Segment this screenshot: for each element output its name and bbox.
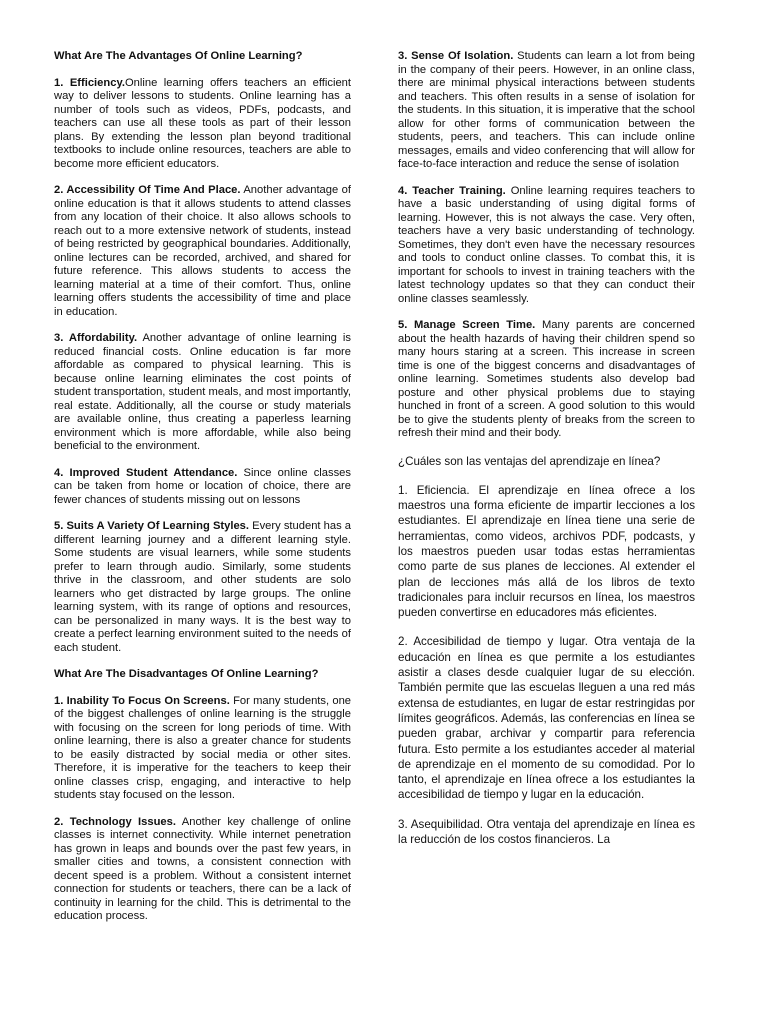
spanish-paragraph: 2. Accesibilidad de tiempo y lugar. Otra ventaja de la educación en línea es que permite a los estudiantes asistir a clases desde cualquier lugar de su elección. También permite que las escuelas lleguen a una red más extensa de estudiantes, en lugar de estar restringidas por límites geográficos. Además, las conferencias en línea se pueden grabar, archivar y compartir para referencia futura. Esto permite a los estudiantes acceder al material de aprendizaje en el momento de su comodidad. Por lo tanto, el aprendizaje en línea ofrece a los estudiantes la accesibilidad de tiempo y lugar en la educación. xyxy=(398,635,695,802)
disadvantage-text: For many students, one of the biggest challenges of online learning is the struggle with focusing on the screen for long periods of time. With online learning, there is also a greater chance for students to be easily distracted by social media or other sites. Therefore, it is imperative for the teachers to keep their online classes crisp, engaging, and interactive to help students stay focused on the lesson. xyxy=(54,694,351,801)
left-column xyxy=(54,50,351,1010)
disadvantage-title: 3. Sense Of Isolation. xyxy=(398,50,514,62)
advantage-title: 3. Affordability. xyxy=(54,332,138,344)
disadvantage-text: Online learning requires teachers to have a basic understanding of using digital forms of learning. However, this is not always the case. Very often, teachers have a very basic understanding of technology. Sometimes, they don't even have the necessary resources and tools to conduct online classes. To combat this, it is important for schools to invest in training teachers with the latest technology updates so that they can conduct their online classes seamlessly. xyxy=(398,184,695,305)
advantage-item xyxy=(54,520,351,655)
disadvantage-text: Students can learn a lot from being in the company of their peers. However, in an online class, there are minimal physical interactions between students and teachers. This often results in a sense of isolation for the students. In this situation, it is imperative that the school allow for other forms of communication between the students, peers, and teachers. This can include online messages, emails and video conferencing that will allow for face-to-face interaction and reduce the sense of isolation xyxy=(398,50,695,170)
disadvantage-item xyxy=(398,185,695,307)
advantage-title: 2. Accessibility Of Time And Place. xyxy=(54,184,241,196)
advantage-item xyxy=(54,77,351,172)
advantage-item xyxy=(54,332,351,454)
disadvantage-item xyxy=(54,695,351,803)
advantage-text: Online learning offers teachers an efficient way to deliver lessons to students. Online learning has a number of tools such as videos, PDFs, podcasts, and teachers can use all these tools as part of their lesson plans. By extending the lesson plan beyond traditional textbooks to include online resources, teachers are able to become more efficient educators. xyxy=(54,76,351,170)
advantage-text: Another advantage of online education is that it allows students to attend classes from any location of their choice. It also allows schools to reach out to a more extensive network of students, instead of being restricted by geographical boundaries. Additionally, online lectures can be recorded, archived, and shared for future reference. This allows students to access the learning material at a time of their comfort. Thus, online learning offers students the accessibility of time and place in education. xyxy=(54,184,351,318)
disadvantage-item xyxy=(54,816,351,924)
disadvantage-title: 5. Manage Screen Time. xyxy=(398,319,536,331)
advantage-item xyxy=(54,184,351,319)
spanish-heading: ¿Cuáles son las ventajas del aprendizaje en línea? xyxy=(398,454,661,468)
spanish-paragraph: 3. Asequibilidad. Otra ventaja del aprendizaje en línea es la reducción de los costos financieros. La xyxy=(398,817,695,847)
advantage-text: Another advantage of online learning is reduced financial costs. Online education is far more affordable as compared to physical learning. This is because online learning eliminates the cost points of student transportation, student meals, and most importantly, real estate. Additionally, all the course or study materials are available online, thus creating a paperless learning environment which is more affordable, while also being beneficial to the environment. xyxy=(54,332,351,452)
disadvantage-item xyxy=(398,50,695,172)
spanish-paragraph: 1. Eficiencia. El aprendizaje en línea ofrece a los maestros una forma eficiente de impartir lecciones a los estudiantes. El aprendizaje en línea tiene una serie de herramientas, como videos, archivos PDF, podcasts, y los maestros pueden usar todas estas herramientas como parte de sus planes de lecciones. Al extender el plan de lecciones más allá de los libros de texto tradicionales para incluir recursos en línea, los maestros pueden convertirse en educadores más eficientes. xyxy=(398,483,695,620)
disadvantage-text: Many parents are concerned about the health hazards of having their children spend so many hours staring at a screen. This increase in screen time is one of the biggest concerns and disadvantages of online learning. Sometimes students also develop bad posture and other physical problems due to staying hunched in front of a screen. A good solution to this would be to give the students plenty of breaks from the screen to refresh their mind and their body. xyxy=(398,319,695,439)
disadvantage-title: 1. Inability To Focus On Screens. xyxy=(54,694,230,707)
disadvantage-text: Another key challenge of online classes is internet connectivity. While internet penetration has grown in leaps and bounds over the past few years, in smaller cities and towns, a consistent connection with decent speed is a problem. Without a consistent internet connection for students or teachers, there can be a lack of continuity in learning for the child. This is detrimental to the education process. xyxy=(54,815,351,922)
advantage-title: 4. Improved Student Attendance. xyxy=(54,466,238,479)
advantage-item xyxy=(54,467,351,508)
disadvantage-item xyxy=(398,319,695,441)
disadvantages-heading: What Are The Disadvantages Of Online Learning? xyxy=(54,668,319,680)
right-column xyxy=(398,50,695,1010)
advantage-title: 5. Suits A Variety Of Learning Styles. xyxy=(54,520,250,532)
advantages-heading: What Are The Advantages Of Online Learning? xyxy=(54,50,303,62)
disadvantage-title: 2. Technology Issues. xyxy=(54,815,176,828)
disadvantage-title: 4. Teacher Training. xyxy=(398,184,506,197)
advantage-title: 1. Efficiency. xyxy=(54,76,125,89)
advantage-text: Every student has a different learning journey and a different learning style. Some students are visual learners, while some students prefer to learn through audio. Similarly, some students thrive in the classroom, and other students are solo learners who get distracted by large groups. The online learning system, with its range of options and resources, can be personalized in many ways. It is the best way to create a perfect learning environment suited to the needs of each student. xyxy=(54,520,351,654)
advantage-text: Since online classes can be taken from home or location of choice, there are fewer chances of students missing out on lessons xyxy=(54,466,351,506)
spanish-section xyxy=(398,454,695,848)
